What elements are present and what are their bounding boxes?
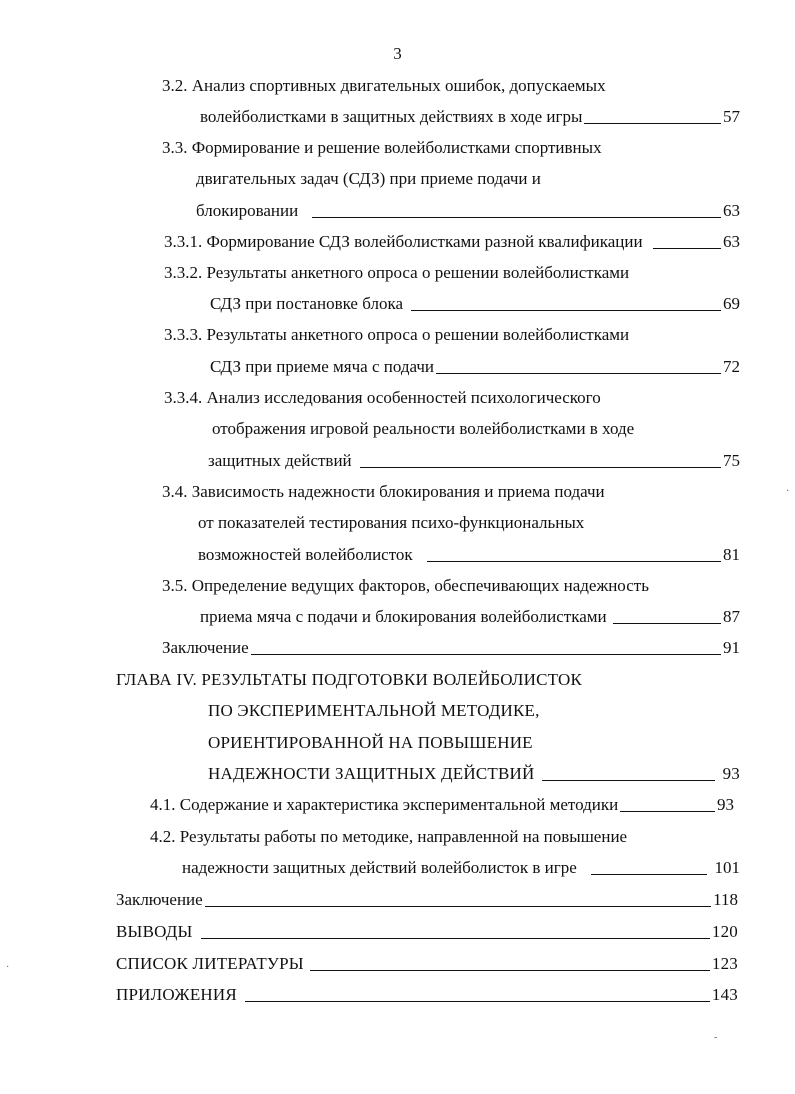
leader-line [653, 248, 721, 249]
leader-line [591, 874, 707, 875]
leader-line [360, 467, 721, 468]
toc-text: 3.4. Зависимость надежности блокирования и приема подачи [162, 482, 605, 501]
toc-chapter-4-title [116, 668, 582, 692]
toc-3-5-entry [200, 605, 740, 629]
toc-text: отображения игровой реальности волейболистками в ходе [212, 419, 635, 438]
scan-speck: - [714, 1032, 718, 1043]
toc-text: 3.3. Формирование и решение волейболистками спортивных [162, 138, 602, 157]
toc-text: Заключение [162, 638, 249, 657]
toc-3-3-4-title [164, 386, 601, 410]
toc-page-number: 143 [711, 985, 738, 1004]
toc-page-number: 81 [723, 545, 740, 564]
toc-chapter-4-entry [208, 762, 740, 786]
leader-line [436, 373, 721, 374]
toc-3-4-line2 [198, 511, 584, 535]
scan-speck: · [6, 962, 10, 973]
toc-page-number: 93 [722, 764, 740, 783]
toc-text: ГЛАВА IV. РЕЗУЛЬТАТЫ ПОДГОТОВКИ ВОЛЕЙБОЛИСТОК [116, 670, 583, 689]
leader-line [613, 623, 721, 624]
toc-text: ПРИЛОЖЕНИЯ [116, 985, 237, 1004]
toc-page-number: 118 [713, 890, 738, 909]
leader-line [205, 906, 711, 907]
toc-3-4-entry [198, 543, 740, 567]
toc-page-number: 101 [714, 858, 740, 877]
toc-text: 3.3.1. Формирование СДЗ волейболистками разной квалификации [164, 232, 643, 251]
toc-4-2-entry [182, 856, 740, 880]
toc-text: блокировании [196, 201, 299, 220]
toc-4-2-title [150, 825, 627, 849]
toc-text: надежности защитных действий волейболисток в игре [182, 858, 577, 877]
leader-line [312, 217, 721, 218]
toc-text: приема мяча с подачи и блокирования волейболистками [200, 607, 607, 626]
toc-text: 3.2. Анализ спортивных двигательных ошибок, допускаемых [162, 76, 606, 95]
toc-text: ВЫВОДЫ [116, 922, 193, 941]
toc-text: от показателей тестирования психо-функциональных [198, 513, 585, 532]
page-number: 3 [393, 44, 402, 63]
toc-appendices-entry [116, 983, 738, 1007]
toc-text: СПИСОК ЛИТЕРАТУРЫ [116, 954, 304, 973]
toc-text: 4.2. Результаты работы по методике, направленной на повышение [150, 827, 628, 846]
toc-page-number: 63 [723, 232, 740, 251]
leader-line [620, 811, 715, 812]
toc-findings-entry [116, 920, 738, 944]
toc-text: 3.3.2. Результаты анкетного опроса о решении волейболистками [164, 263, 630, 282]
toc-text: СДЗ при приеме мяча с подачи [210, 357, 435, 376]
leader-line [201, 938, 710, 939]
toc-page-number: 91 [723, 638, 740, 657]
toc-3-5-title [162, 574, 649, 598]
toc-conclusion-3-entry [162, 636, 740, 660]
leader-line [584, 123, 721, 124]
toc-page-number: 75 [723, 451, 740, 470]
toc-page-number: 93 [717, 795, 734, 814]
leader-line [251, 654, 721, 655]
leader-line [427, 561, 721, 562]
toc-text: волейболистками в защитных действиях в ходе игры [200, 107, 583, 126]
toc-4-1-entry [150, 793, 734, 817]
toc-3-3-title [162, 136, 602, 160]
toc-chapter-4-line2 [208, 699, 540, 723]
toc-text: 3.3.3. Результаты анкетного опроса о решении волейболистками [164, 325, 630, 344]
toc-3-3-line2 [196, 167, 541, 191]
toc-3-3-2-entry [210, 292, 740, 316]
toc-page-number: 63 [723, 201, 740, 220]
leader-line [310, 970, 710, 971]
leader-line [411, 310, 721, 311]
toc-page-number: 123 [711, 954, 738, 973]
leader-line [542, 780, 714, 781]
toc-text: СДЗ при постановке блока [210, 294, 403, 313]
toc-3-2-entry [200, 105, 740, 129]
toc-text: 3.5. Определение ведущих факторов, обеспечивающих надежность [162, 576, 649, 595]
toc-page-number: 120 [711, 922, 738, 941]
toc-text: 3.3.4. Анализ исследования особенностей психологического [164, 388, 601, 407]
toc-3-3-4-line2 [212, 417, 634, 441]
toc-text: ОРИЕНТИРОВАННОЙ НА ПОВЫШЕНИЕ [208, 733, 533, 752]
toc-text: ПО ЭКСПЕРИМЕНТАЛЬНОЙ МЕТОДИКЕ, [208, 701, 540, 720]
toc-3-3-4-entry [208, 449, 740, 473]
toc-text: 4.1. Содержание и характеристика экспериментальной методики [150, 795, 619, 814]
toc-page-number: 87 [723, 607, 740, 626]
toc-3-3-entry [196, 199, 740, 223]
toc-3-3-1-entry [164, 230, 740, 254]
toc-text: возможностей волейболисток [198, 545, 413, 564]
toc-text: двигательных задач (СДЗ) при приеме подачи и [196, 169, 541, 188]
toc-3-3-3-title [164, 323, 629, 347]
toc-3-3-2-title [164, 261, 629, 285]
toc-text: Заключение [116, 890, 203, 909]
scan-speck: · [786, 486, 790, 497]
toc-conclusion-4-entry [116, 888, 738, 912]
toc-page-number: 72 [723, 357, 740, 376]
toc-references-entry [116, 952, 738, 976]
toc-text: НАДЕЖНОСТИ ЗАЩИТНЫХ ДЕЙСТВИЙ [208, 764, 535, 783]
leader-line [245, 1001, 710, 1002]
toc-chapter-4-line3 [208, 731, 533, 755]
toc-text: защитных действий [208, 451, 352, 470]
toc-page-number: 69 [723, 294, 740, 313]
toc-3-2-title [162, 74, 606, 98]
toc-3-4-title [162, 480, 605, 504]
toc-3-3-3-entry [210, 355, 740, 379]
toc-page-number: 57 [723, 107, 740, 126]
